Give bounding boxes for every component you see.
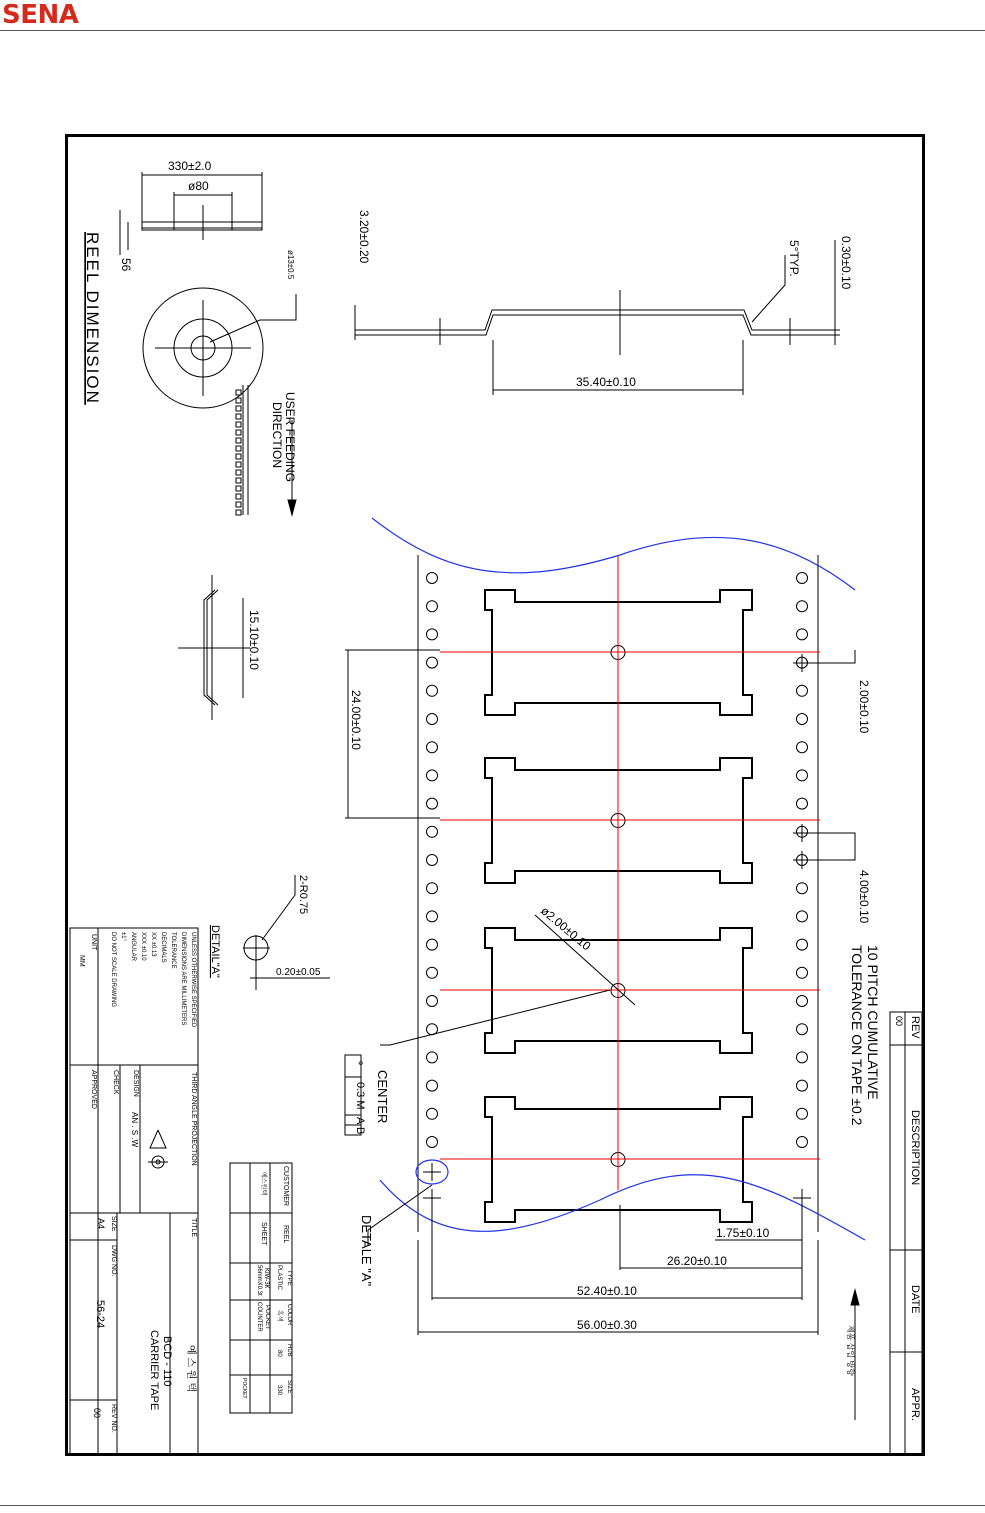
reel-bore-dim: ø13±0.5 bbox=[286, 250, 295, 280]
hole-pitch-dim: 2.00±0.10 bbox=[857, 680, 871, 734]
counter-label: COUNTER bbox=[256, 1302, 262, 1332]
sprocket-hole-left bbox=[427, 742, 438, 753]
kiw-value: KIW-3K bbox=[263, 1268, 269, 1289]
cumulative-note: 10 PITCH CUMULATIVE bbox=[865, 945, 881, 1100]
pocket-label: POCKET bbox=[264, 1305, 270, 1330]
pocket-section bbox=[178, 575, 250, 720]
part-name-2: CARRIER TAPE bbox=[148, 1330, 160, 1411]
sprocket-hole-left bbox=[427, 714, 438, 725]
profile-angle: 5°TYP. bbox=[787, 240, 801, 277]
rev-label: REV bbox=[909, 1016, 921, 1039]
tape-dims bbox=[345, 650, 859, 1420]
date-label: DATE bbox=[909, 1285, 921, 1314]
size-value: A4 bbox=[96, 1218, 106, 1230]
gdt-symbol: ⌖ bbox=[354, 1060, 366, 1067]
sprocket-hole-left bbox=[427, 685, 438, 696]
dwg-value: 56-24 bbox=[94, 1300, 106, 1329]
type-value: PLASTIC bbox=[276, 1265, 282, 1291]
customer-label: CUSTOMER bbox=[282, 1166, 289, 1206]
reel-tooth bbox=[236, 486, 241, 491]
dim-175: 1.75±0.10 bbox=[716, 1226, 770, 1240]
title-note: UNLESS OTHERWISE SPECIFIED bbox=[190, 932, 196, 1028]
reel-tooth bbox=[236, 430, 241, 435]
type-label: TYPE bbox=[286, 1270, 292, 1286]
reel-tape-teeth bbox=[236, 390, 241, 515]
detail-radius: 2-R0.75 bbox=[297, 875, 309, 915]
gdt-tolerance bbox=[354, 1082, 366, 1110]
size-table-value: 330 bbox=[276, 1385, 282, 1396]
unit-label: UNIT bbox=[90, 934, 97, 951]
reel-tooth bbox=[236, 406, 241, 411]
kiw-value-2: 56mmX0.3t bbox=[256, 1265, 262, 1296]
sprocket-hole-right bbox=[797, 1137, 808, 1148]
reel-tooth bbox=[236, 446, 241, 451]
dim-5240: 52.40±0.10 bbox=[577, 1284, 637, 1298]
reel-tooth bbox=[236, 470, 241, 475]
title-block bbox=[70, 928, 198, 1454]
feed-direction-line1: USER FEEDING bbox=[283, 392, 297, 483]
dwg-label: DWG NO. bbox=[110, 1245, 117, 1277]
sprocket-hole-right bbox=[797, 939, 808, 950]
reel-tooth bbox=[236, 438, 241, 443]
sprocket-hole-left bbox=[427, 629, 438, 640]
hub-value: 80 bbox=[276, 1350, 282, 1357]
reel-tooth bbox=[236, 398, 241, 403]
rev-no-label: REV NO. bbox=[110, 1404, 117, 1433]
reel-tooth bbox=[236, 478, 241, 483]
profile-wall: 0.30±0.10 bbox=[839, 236, 853, 290]
sprocket-hole-right bbox=[797, 798, 808, 809]
description-label: DESCRIPTION bbox=[909, 1110, 921, 1186]
reel-tooth bbox=[236, 494, 241, 499]
unit-value: MM bbox=[78, 955, 85, 967]
size-label: SIZE bbox=[110, 1216, 117, 1232]
color-label: COLOR bbox=[286, 1304, 292, 1326]
footer-rule bbox=[0, 1505, 985, 1506]
sprocket-hole-left bbox=[427, 1137, 438, 1148]
projection-label: THIRD ANGLE PROJECTION bbox=[190, 1072, 197, 1166]
profile-section bbox=[355, 240, 840, 395]
pocket-section-dim: 15.10±0.10 bbox=[247, 610, 261, 670]
sprocket-hole-left bbox=[427, 770, 438, 781]
sprocket-hole-left bbox=[427, 1052, 438, 1063]
center-label: CENTER bbox=[375, 1070, 390, 1124]
sprocket-hole-left bbox=[427, 883, 438, 894]
title-note: XXX ±0.10 bbox=[140, 932, 146, 961]
sprocket-hole-right bbox=[797, 1024, 808, 1035]
customer-value: 예스원텍 bbox=[260, 1172, 266, 1196]
sprocket-hole-left bbox=[427, 967, 438, 978]
gdt-mod: M bbox=[354, 1100, 366, 1110]
approved-label: APPROVED bbox=[90, 1070, 97, 1109]
pitch-dim: 24.00±0.10 bbox=[349, 690, 363, 750]
rev-no-value: 00 bbox=[92, 1408, 102, 1419]
pocket-value: POCKET bbox=[241, 1378, 247, 1399]
sprocket-hole-right bbox=[797, 770, 808, 781]
reel-title: REEL DIMENSION bbox=[83, 232, 102, 405]
title-note: XX ±0.13 bbox=[150, 932, 156, 957]
sprocket-hole-right bbox=[797, 967, 808, 978]
profile-thickness: 3.20±0.20 bbox=[357, 210, 371, 264]
sprocket-hole-right bbox=[797, 742, 808, 753]
center-lines bbox=[440, 555, 820, 1190]
reel-outer-dim: 330±2.0 bbox=[168, 159, 212, 173]
sprocket-hole-right bbox=[797, 911, 808, 922]
sena-logo: SENA bbox=[2, 0, 79, 30]
title-note: DO NOT SCALE DRAWING bbox=[110, 932, 116, 1008]
sprocket-hole-left bbox=[427, 573, 438, 584]
sprocket-hole-right bbox=[797, 685, 808, 696]
sprocket-hole-right bbox=[797, 1080, 808, 1091]
reel-tooth bbox=[236, 462, 241, 467]
check-label: CHECK bbox=[112, 1070, 119, 1095]
sprocket-hole-left bbox=[427, 1108, 438, 1119]
sprocket-hole-left bbox=[427, 657, 438, 668]
gdt-tol: 0.3 bbox=[354, 1082, 366, 1098]
design-label: DESIGN bbox=[132, 1070, 139, 1097]
size-table-label: SIZE bbox=[286, 1380, 292, 1394]
pocket-width: 35.40±0.10 bbox=[576, 375, 636, 389]
sprocket-hole-left bbox=[427, 798, 438, 809]
title-note: DECIMALS bbox=[160, 932, 166, 963]
appr-label: APPR. bbox=[909, 1388, 921, 1422]
reel-width-dim: 56 bbox=[119, 258, 133, 272]
sprocket-hole-left bbox=[427, 601, 438, 612]
unreel-direction: 제품 삽입 방향 bbox=[846, 1325, 855, 1376]
detail-title: DETAIL"A" bbox=[209, 925, 221, 978]
reel-tooth bbox=[236, 414, 241, 419]
detail-dim: 0.20±0.05 bbox=[276, 967, 321, 978]
sprocket-pitch-dim: 4.00±0.10 bbox=[857, 870, 871, 924]
sprocket-hole-left bbox=[427, 911, 438, 922]
reel-drawing bbox=[120, 172, 296, 515]
sprocket-hole-right bbox=[797, 714, 808, 725]
title-note: DIMENSIONS ARE MILLIMETERS bbox=[180, 932, 186, 1026]
rev-value: 00 bbox=[894, 1016, 904, 1027]
reel-tooth bbox=[236, 502, 241, 507]
dim-2620: 26.20±0.10 bbox=[667, 1254, 727, 1268]
dim-5600: 56.00±0.30 bbox=[577, 1318, 637, 1332]
sprocket-hole-right bbox=[797, 629, 808, 640]
gdt-datum-a: A bbox=[354, 1117, 366, 1125]
title-notes bbox=[110, 932, 196, 1028]
reel-tooth bbox=[236, 454, 241, 459]
sprocket-hole-right bbox=[797, 996, 808, 1007]
sprocket-hole-right bbox=[797, 601, 808, 612]
sprocket-hole-right bbox=[797, 573, 808, 584]
reel-hub-dim: ø80 bbox=[188, 179, 209, 193]
design-value: AN . S .W bbox=[130, 1112, 139, 1148]
sheet-label: SHEET bbox=[260, 1222, 267, 1246]
company-name: 예 스 원 텍 bbox=[185, 1345, 196, 1392]
part-name: BCD - 110 bbox=[161, 1336, 173, 1387]
sprocket-hole-right bbox=[797, 883, 808, 894]
cumulative-tol: TOLERANCE ON TAPE ±0.2 bbox=[849, 945, 865, 1126]
reel-tooth bbox=[236, 422, 241, 427]
reel-tooth bbox=[236, 390, 241, 395]
hole-dia-dim: ø2.00±0.10 bbox=[538, 903, 594, 954]
title-note: ±1° bbox=[120, 932, 126, 942]
sprocket-hole-right bbox=[797, 1052, 808, 1063]
title-note: ANGULAR bbox=[130, 932, 136, 962]
sprocket-hole-left bbox=[427, 1080, 438, 1091]
title-note: TOLERANCE bbox=[170, 932, 176, 969]
sprocket-hole-left bbox=[427, 939, 438, 950]
projection-symbol bbox=[148, 1130, 168, 1168]
color-value: 흑색 bbox=[276, 1310, 282, 1322]
sprocket-hole-right bbox=[797, 1108, 808, 1119]
feed-direction-line2: DIRECTION bbox=[270, 402, 284, 468]
detail-ref: DETALE "A" bbox=[359, 1215, 374, 1287]
title-label: TITLE bbox=[190, 1218, 197, 1238]
reel-label: REEL bbox=[282, 1225, 289, 1244]
gdt-datum-b: B bbox=[354, 1127, 366, 1135]
reel-tooth bbox=[236, 510, 241, 515]
sprocket-hole-left bbox=[427, 996, 438, 1007]
hub-label: HUB bbox=[286, 1344, 292, 1357]
sprocket-hole-left bbox=[427, 826, 438, 837]
sprocket-hole-left bbox=[427, 855, 438, 866]
